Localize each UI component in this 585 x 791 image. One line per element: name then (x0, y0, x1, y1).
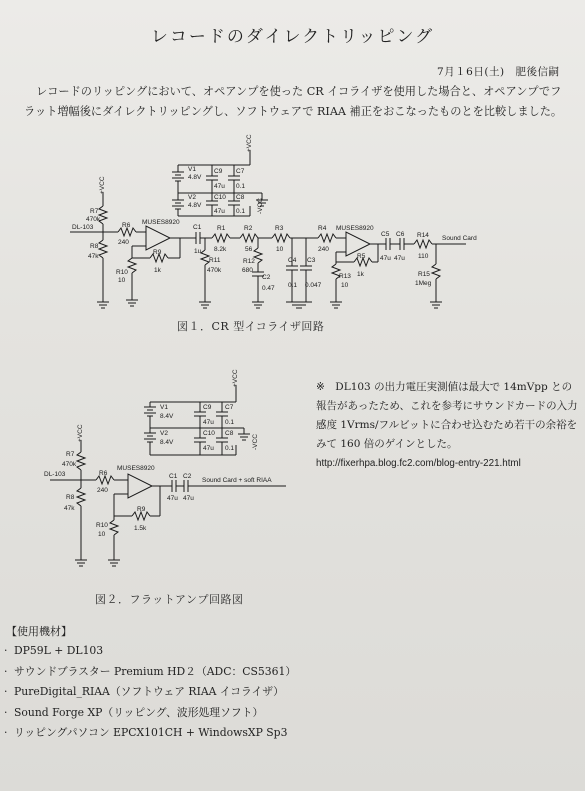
bullet-dot: · (4, 644, 8, 657)
fig1-c3: C3 (307, 257, 316, 264)
fig1-c7-val: 0.1 (236, 183, 246, 190)
equipment-item-text: リッピングパソコン EPCX101CH + WindowsXP Sp3 (14, 726, 288, 739)
fig1-r4-val: 240 (318, 246, 329, 253)
bullet-dot: · (4, 664, 8, 678)
fig1-r9-val: 1k (154, 267, 161, 274)
fig1-c8-val: 0.1 (236, 208, 246, 215)
fig1-r11-val: 470k (207, 267, 222, 274)
bullet-dot: · (4, 726, 8, 739)
fig2-v2: V2 (160, 430, 168, 437)
date-author: 7月１6日(土) 肥後信嗣 (437, 66, 560, 78)
fig2-c1: C1 (169, 473, 178, 480)
fig1-r2-val: 56 (245, 246, 253, 253)
fig1-r2: R2 (244, 225, 253, 232)
fig1-r10-val: 10 (118, 277, 126, 284)
fig1-v1-val: 4.8V (188, 174, 202, 181)
fig2-muses: MUSES8920 (117, 465, 155, 472)
fig1-vcc-label: +VCC (246, 134, 253, 152)
equipment-item (4, 662, 296, 683)
fig2-vee-label: -VCC (252, 434, 259, 450)
equipment-item (4, 723, 296, 744)
fig1-r15: R15 (418, 271, 430, 278)
equipment-item (4, 703, 296, 724)
bullet-dot: · (4, 705, 8, 719)
fig1-c3-val: 0.047 (305, 282, 322, 289)
fig1-r12-val: 680 (242, 267, 253, 274)
intro-text: レコードのリッピングにおいて、オペアンプを使った CR イコライザを使用した場合と、オペアンプでフラット増幅後にダイレクトリッピングし、ソフトウェアで RIAA 補正をおこなったものとを比較しました。 (24, 85, 563, 118)
fig2-v1-val: 8.4V (160, 413, 174, 420)
fig2-c8-val: 0.1 (225, 445, 235, 452)
reference-url[interactable]: http://fixerhpa.blog.fc2.com/blog-entry-221.html (316, 458, 521, 469)
fig1-r3: R3 (275, 225, 284, 232)
fig1-r8: R8 (90, 243, 99, 250)
equipment-heading: 【使用機材】 (6, 625, 72, 638)
fig1-r5-val: 1k (357, 271, 364, 278)
equipment-item (4, 641, 296, 662)
fig2-c1-val: 47u (167, 495, 178, 502)
fig2-r9-val: 1.5k (134, 525, 147, 532)
fig1-v2: V2 (188, 194, 196, 201)
fig1-c2: C2 (262, 274, 271, 281)
fig1-muses-a: MUSES8920 (142, 219, 180, 226)
fig1-c2-val: 0.47 (262, 285, 275, 292)
fig2-r7: R7 (66, 451, 75, 458)
gain-note (316, 378, 578, 473)
fig1-c5: C5 (381, 231, 390, 238)
fig1-c1-val: 1u (194, 248, 202, 255)
figure2-caption: 図２．フラットアンプ回路図 (95, 593, 244, 606)
fig1-c10-val: 47u (214, 208, 225, 215)
fig2-output: Sound Card + soft RIAA (202, 477, 272, 484)
bullet-dot: · (4, 685, 8, 698)
fig2-c10-val: 47u (203, 445, 214, 452)
fig1-c6: C6 (396, 231, 405, 238)
fig1-r4: R4 (318, 225, 327, 232)
fig1-c6-val: 47u (394, 255, 405, 262)
figure2-schematic (0, 0, 320, 600)
equipment-item (4, 682, 296, 703)
fig1-c5-val: 47u (380, 255, 391, 262)
fig2-c2-val: 47u (183, 495, 194, 502)
fig2-c8: C8 (225, 430, 234, 437)
fig1-r13-val: 10 (341, 282, 349, 289)
fig1-dl103: DL-103 (72, 224, 94, 231)
fig1-r9: R9 (153, 249, 162, 256)
fig2-c2: C2 (183, 473, 192, 480)
fig2-c9: C9 (203, 404, 212, 411)
fig1-vee-label: -VCC (257, 198, 264, 214)
fig1-r14: R14 (417, 232, 429, 239)
fig2-dl103: DL-103 (44, 471, 66, 478)
fig2-c9-val: 47u (203, 419, 214, 426)
fig2-r6: R6 (99, 470, 108, 477)
equipment-item-text: PureDigital_RIAA（ソフトウェア RIAA イコライザ） (14, 685, 284, 698)
fig2-r6-val: 240 (97, 487, 108, 494)
fig2-vcc-label: +VCC (232, 369, 239, 387)
fig1-r15-val: 1Meg (415, 280, 432, 287)
fig1-r1-val: 8.2k (214, 246, 227, 253)
fig1-c8: C8 (236, 194, 245, 201)
fig2-r7-val: 470k (62, 461, 77, 468)
fig1-r5: R5 (357, 253, 366, 260)
fig1-output: Sound Card (442, 235, 477, 242)
fig1-r6: R6 (122, 222, 131, 229)
fig1-vcc-in: +VCC (99, 176, 106, 194)
equipment-item-text: DP59L + DL103 (14, 644, 104, 657)
fig1-r1: R1 (217, 225, 226, 232)
fig2-r10: R10 (96, 522, 108, 529)
fig2-r8-val: 47k (64, 505, 75, 512)
fig1-r10: R10 (116, 269, 128, 276)
fig1-r7: R7 (90, 208, 99, 215)
fig1-c7: C7 (236, 168, 245, 175)
fig1-muses-b: MUSES8920 (336, 225, 374, 232)
fig1-r13: R13 (339, 273, 351, 280)
fig2-r9: R9 (137, 506, 146, 513)
fig2-r8: R8 (66, 494, 75, 501)
fig2-v2-val: 8.4V (160, 439, 174, 446)
fig1-r3-val: 10 (276, 246, 284, 253)
fig2-vcc-in: +VCC (77, 424, 84, 442)
fig1-c9-val: 47u (214, 183, 225, 190)
equipment-item-text: サウンドブラスター Premium HD２（ADC：CS5361） (14, 664, 297, 678)
fig2-c7: C7 (225, 404, 234, 411)
fig1-r11: R11 (209, 257, 221, 264)
fig1-r8-val: 47k (88, 253, 99, 260)
figure1-caption: 図１．CR 型イコライザ回路 (177, 320, 325, 333)
equipment-list (4, 641, 296, 744)
fig1-c4: C4 (288, 257, 297, 264)
fig2-v1: V1 (160, 404, 168, 411)
fig2-c7-val: 0.1 (225, 419, 235, 426)
equipment-item-text: Sound Forge XP（リッピング、波形処理ソフト） (14, 705, 264, 719)
fig1-r12: R12 (243, 258, 255, 265)
fig1-r6-val: 240 (118, 239, 129, 246)
fig1-c10: C10 (214, 194, 226, 201)
fig1-c4-val: 0.1 (288, 282, 298, 289)
fig1-v2-val: 4.8V (188, 202, 202, 209)
note-text: ※ DL103 の出力電圧実測値は最大で 14mVpp との報告があったため、これを参考にサウンドカードの入力感度 1Vrms/フルビットに合わせ込むため若干の余裕をみて 160 倍のゲインとした。 (316, 381, 578, 450)
fig1-c9: C9 (214, 168, 223, 175)
page-title: レコードのダイレクトリッピング (150, 27, 435, 47)
fig2-c10: C10 (203, 430, 215, 437)
fig1-r14-val: 110 (418, 253, 429, 260)
fig1-r7-val: 470k (86, 216, 101, 223)
fig2-r10-val: 10 (98, 531, 106, 538)
fig1-v1: V1 (188, 166, 196, 173)
fig1-c1: C1 (193, 224, 202, 231)
